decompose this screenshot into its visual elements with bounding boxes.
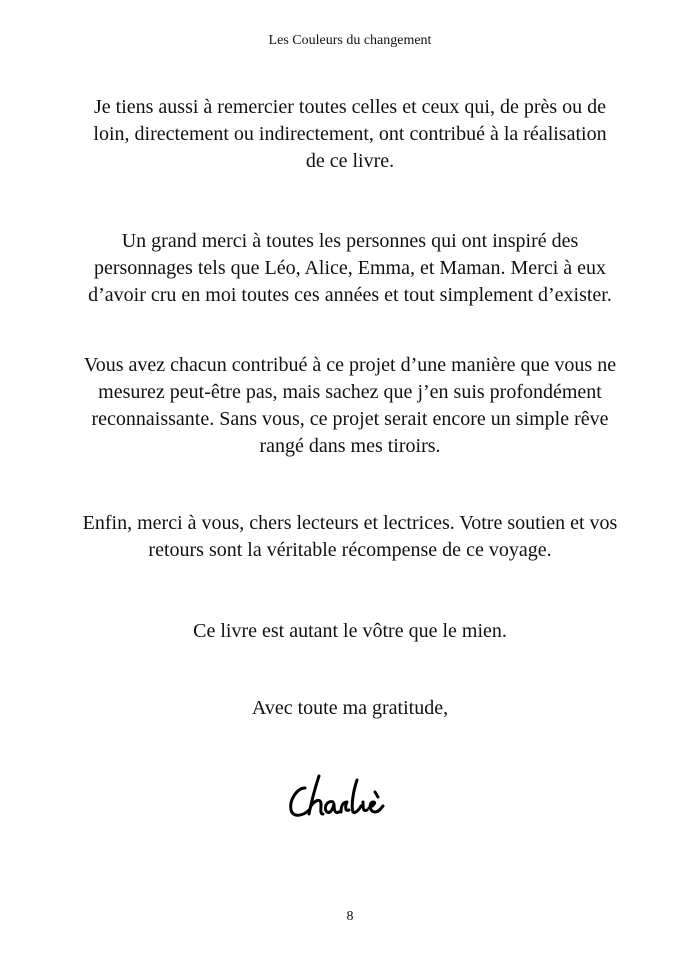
paragraph-thanks-everyone — [0, 352, 700, 460]
paragraph-thanks-readers — [0, 510, 700, 564]
page-number: 8 — [346, 909, 354, 924]
text-line: Enfin, merci à vous, chers lecteurs et lectrices. Votre soutien et vos — [82, 512, 618, 534]
text-line: rangé dans mes tiroirs. — [259, 435, 441, 457]
paragraph-book-yours — [0, 618, 700, 645]
text-line: Vous avez chacun contribué à ce projet d’une manière que vous ne — [83, 354, 617, 376]
closing-line — [0, 695, 700, 722]
text-line: Je tiens aussi à remercier toutes celles et ceux qui, de près ou de — [93, 96, 607, 118]
paragraph-thanks-inspirations — [0, 228, 700, 309]
text-line: Avec toute ma gratitude, — [251, 697, 449, 719]
text-line: reconnaissante. Sans vous, ce projet serait encore un simple rêve — [91, 408, 609, 430]
running-header: Les Couleurs du changement — [268, 33, 432, 48]
text-line: mesurez peut-être pas, mais sachez que j’en suis profondément — [98, 381, 602, 403]
text-line: retours sont la véritable récompense de ce voyage. — [148, 539, 552, 561]
paragraph-thanks-contributors — [0, 94, 700, 175]
text-line: Ce livre est autant le vôtre que le mien. — [193, 620, 507, 642]
handwritten-signature — [283, 772, 393, 828]
text-line: d’avoir cru en moi toutes ces années et tout simplement d’exister. — [88, 284, 612, 306]
text-line: personnages tels que Léo, Alice, Emma, et Maman. Merci à eux — [93, 257, 607, 279]
text-line: loin, directement ou indirectement, ont contribué à la réalisation — [93, 123, 607, 145]
text-line: Un grand merci à toutes les personnes qui ont inspiré des — [121, 230, 579, 252]
text-line: de ce livre. — [305, 150, 395, 172]
